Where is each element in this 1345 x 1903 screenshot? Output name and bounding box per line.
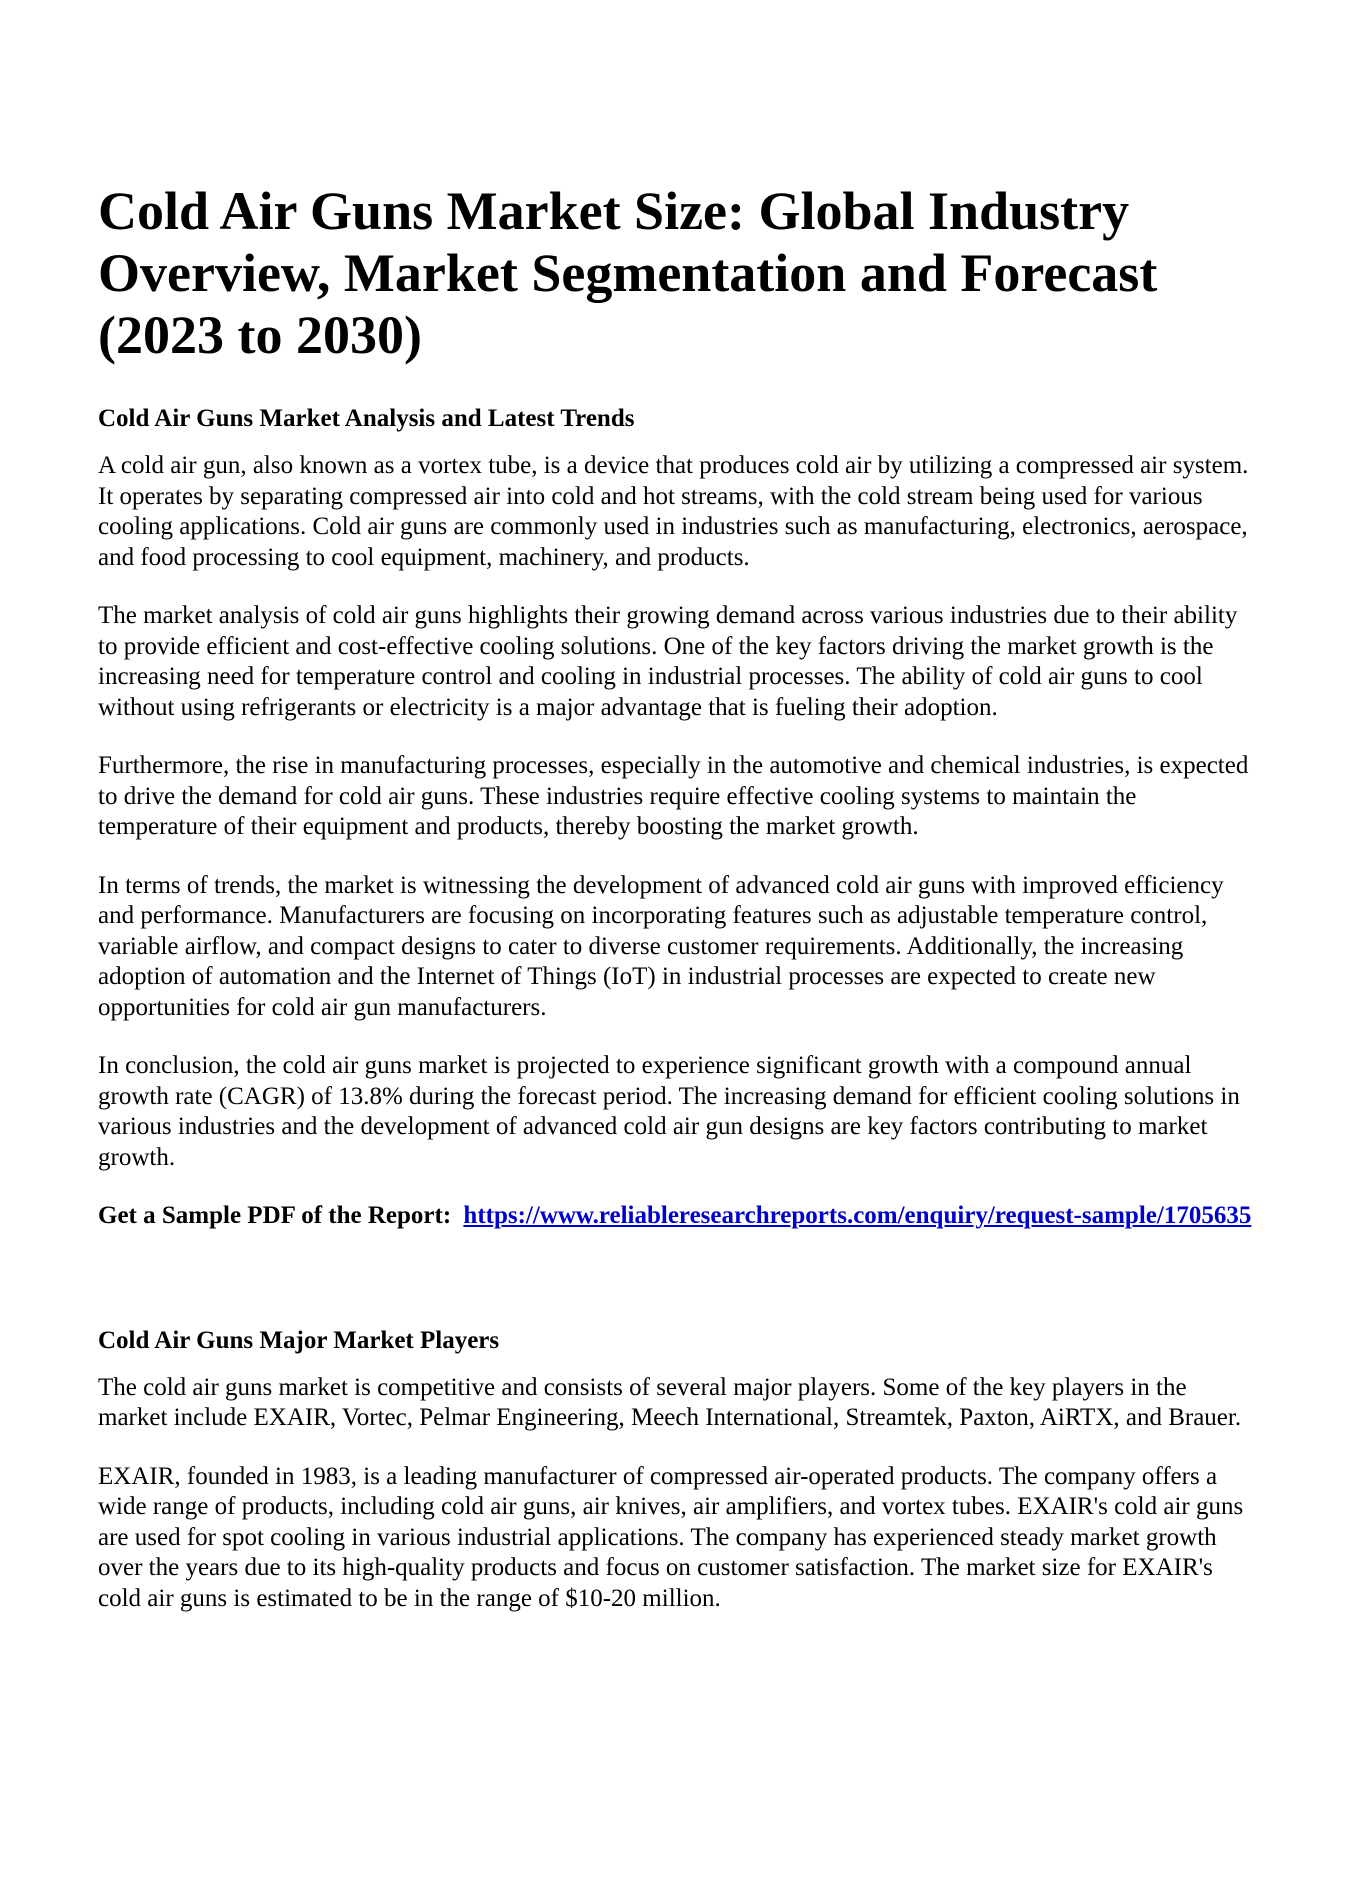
paragraph: In conclusion, the cold air guns market is projected to experience significant growth with a compound annual growth rate (CAGR) of 13.8% during the forecast period. The increasing demand for efficient cooling solutions in various industries and the development of advanced cold air gun designs are key factors contributing to market growth.: [98, 1052, 1240, 1171]
paragraph: The market analysis of cold air guns highlights their growing demand across various industries due to their ability to provide efficient and cost-effective cooling solutions. One of the key factors driving the market growth is the increasing need for temperature control and cooling in industrial processes. The ability of cold air guns to cool without using refrigerants or electricity is a major advantage that is fueling their adoption.: [98, 602, 1238, 721]
section-heading-analysis: Cold Air Guns Market Analysis and Latest Trends: [98, 405, 635, 432]
paragraph: EXAIR, founded in 1983, is a leading manufacturer of compressed air-operated products. The company offers a wide range of products, including cold air guns, air knives, air amplifiers, and vortex tubes. EXAIR's cold air guns are used for spot cooling in various industrial applications. The company has experienced steady market growth over the years due to its high-quality products and focus on customer satisfaction. The market size for EXAIR's cold air guns is estimated to be in the range of $10-20 million.: [98, 1462, 1244, 1612]
paragraph: The cold air guns market is competitive and consists of several major players. Some of the key players in the market include EXAIR, Vortec, Pelmar Engineering, Meech International, Streamtek, Paxton, AiRTX, and Brauer.: [98, 1373, 1242, 1431]
sample-pdf-line: [98, 1201, 1258, 1232]
paragraph: A cold air gun, also known as a vortex tube, is a device that produces cold air by utilizing a compressed air system. It operates by separating compressed air into cold and hot streams, with the cold stream being used for various cooling applications. Cold air guns are commonly used in industries such as manufacturing, electronics, aerospace, and food processing to cool equipment, machinery, and products.: [98, 452, 1249, 571]
sample-pdf-link[interactable]: https://www.reliableresearchreports.com/enquiry/request-sample/1705635: [463, 1202, 1252, 1229]
paragraph: In terms of trends, the market is witnessing the development of advanced cold air guns with improved efficiency and performance. Manufacturers are focusing on incorporating features such as adjustable temperature control, variable airflow, and compact designs to cater to diverse customer requirements. Additionally, the increasing adoption of automation and the Internet of Things (IoT) in industrial processes are expected to create new opportunities for cold air gun manufacturers.: [98, 871, 1224, 1021]
document-page: [98, 180, 1258, 1642]
section-heading-players: Cold Air Guns Major Market Players: [98, 1326, 500, 1354]
sample-pdf-label: Get a Sample PDF of the Report:: [98, 1202, 452, 1229]
paragraph: Furthermore, the rise in manufacturing processes, especially in the automotive and chemical industries, is expected to drive the demand for cold air guns. These industries require effective cooling systems to maintain the temperature of their equipment and products, thereby boosting the market growth.: [98, 752, 1249, 840]
document-title: Cold Air Guns Market Size: Global Industry Overview, Market Segmentation and Forecast (2023 to 2030): [98, 181, 1158, 365]
